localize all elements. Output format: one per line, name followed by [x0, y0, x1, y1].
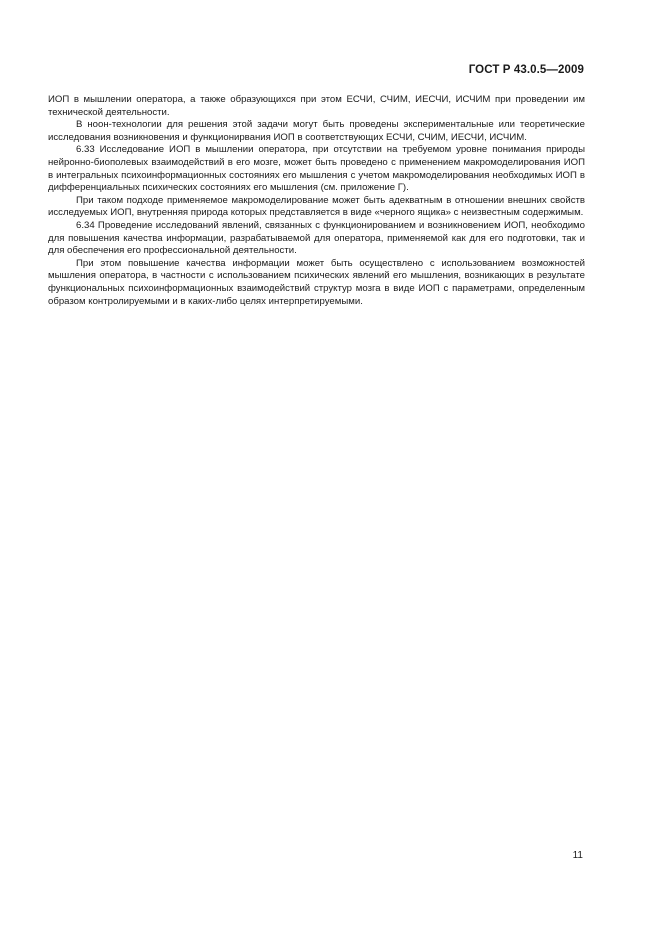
document-header-code: ГОСТ Р 43.0.5—2009	[468, 64, 584, 76]
page-number: 11	[572, 850, 583, 861]
paragraph-3: 6.33 Исследование ИОП в мышлении оператора, при отсутствии на требуемом уровне понимания природы нейронно-биополевых взаимодействий в его мозге, может быть проведено с применением макромоделирования ИОП в интегральных психоинформационных состояниях его мышления с учетом макромоделирования необходимых ИОП в дифференциальных психических состояниях его мышления (см. приложение Г).	[48, 144, 585, 194]
paragraph-4: При таком подходе применяемое макромоделирование может быть адекватным в отношении внешних свойств исследуемых ИОП, внутренняя природа которых представляется в виде «черного ящика» с неизвестным содержимым.	[48, 194, 585, 219]
paragraph-5: 6.34 Проведение исследований явлений, связанных с функционированием и возникновением ИОП, необходимо для повышения качества информации, разрабатываемой для оператора, применяемой как для его подготовки, так и для обеспечения его профессиональной деятельности.	[48, 219, 585, 257]
document-body	[48, 94, 585, 308]
paragraph-2: В ноон-технологии для решения этой задачи могут быть проведены экспериментальные или теоретические исследования возникновения и функционирвания ИОП в соответствующих ЕСЧИ, СЧИМ, ИЕСЧИ, ИСЧИМ.	[48, 119, 585, 143]
paragraph-1: ИОП в мышлении оператора, а также образующихся при этом ЕСЧИ, СЧИМ, ИЕСЧИ, ИСЧИМ при проведении им технической деятельности.	[48, 94, 585, 118]
paragraph-6: При этом повышение качества информации может быть осуществлено с использованием возможностей мышления оператора, в частности с использованием психических явлений его мышления, возникающих в результате функциональных психоинформационных взаимодействий структур мозга в виде ИОП с параметрами, определенным образом контролируемыми и в каких-либо целях интерпретируемыми.	[48, 257, 585, 307]
